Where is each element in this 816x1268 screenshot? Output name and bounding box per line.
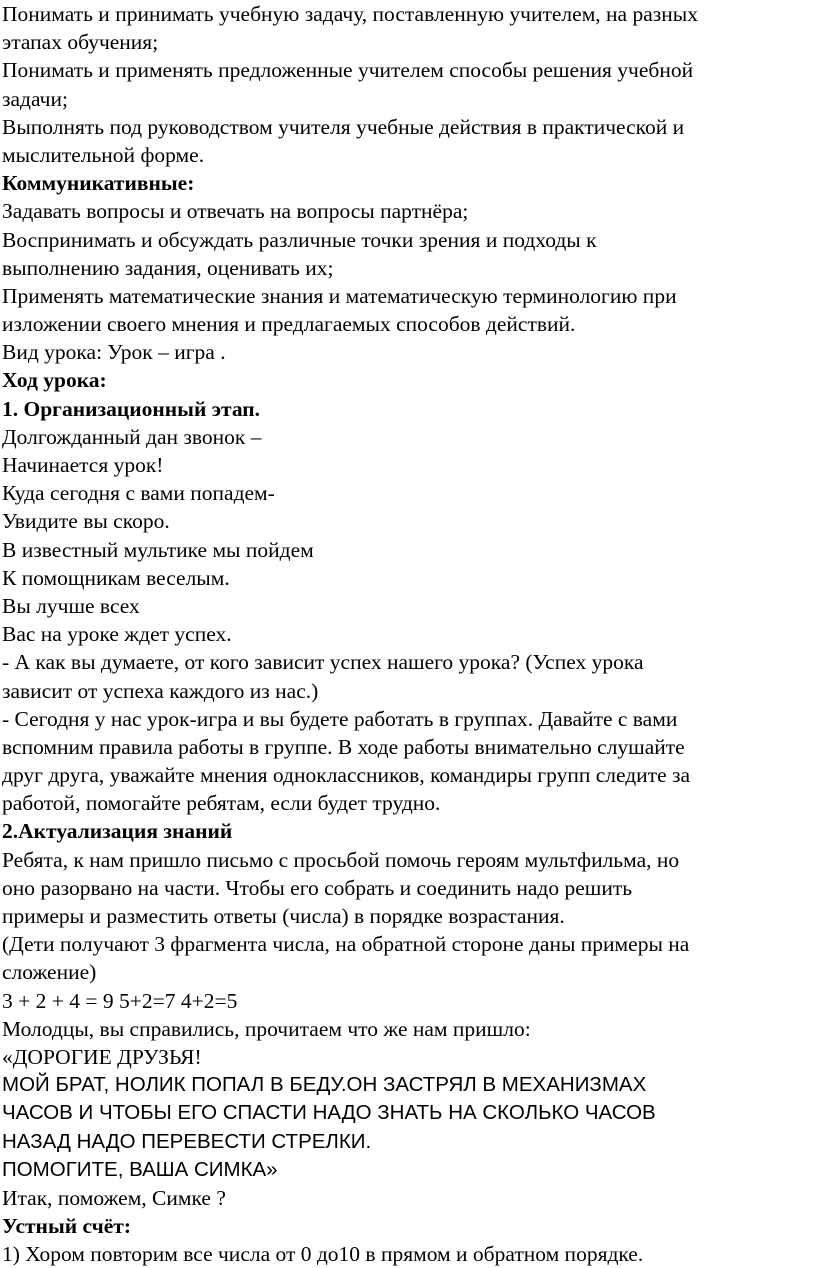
text-line: мыслительной форме. <box>2 142 205 167</box>
poem-line: Куда сегодня с вами попадем- <box>2 481 275 506</box>
text-line: оно разорвано на части. Чтобы его собрать и соединить надо решить <box>2 875 633 900</box>
letter-line: «ДОРОГИЕ ДРУЗЬЯ! <box>2 1044 202 1069</box>
section-heading-communicative: Коммуникативные: <box>2 171 195 196</box>
text-line: примеры и разместить ответы (числа) в порядке возрастания. <box>2 904 565 928</box>
poem-line: В известный мультике мы пойдем <box>2 537 314 562</box>
math-examples-line: 3 + 2 + 4 = 9 5+2=7 4+2=5 <box>2 988 238 1013</box>
text-line: Молодцы, вы справились, прочитаем что же нам пришло: <box>2 1016 531 1041</box>
text-line: (Дети получают 3 фрагмента числа, на обратной стороне даны примеры на <box>2 932 690 957</box>
text-line: задачи; <box>2 86 68 111</box>
text-line: работой, помогайте ребятам, если будет трудно. <box>2 791 441 816</box>
text-line: Воспринимать и обсуждать различные точки зрения и подходы к <box>2 227 597 252</box>
text-line: Понимать и принимать учебную задачу, поставленную учителем, на разных <box>2 2 698 26</box>
text-line: Задавать вопросы и отвечать на вопросы партнёра; <box>2 199 469 224</box>
text-line: Понимать и применять предложенные учителем способы решения учебной <box>2 58 694 83</box>
text-line: Выполнять под руководством учителя учебные действия в практической и <box>2 114 685 139</box>
text-line: этапах обучения; <box>2 30 159 55</box>
text-line: сложение) <box>2 960 97 985</box>
text-line: вспомним правила работы в группе. В ходе работы внимательно слушайте <box>2 734 685 759</box>
letter-line: МОЙ БРАТ, НОЛИК ПОПАЛ В БЕДУ.ОН ЗАСТРЯЛ В МЕХАНИЗМАХ <box>2 1073 647 1097</box>
text-line: - Сегодня у нас урок-игра и вы будете работать в группах. Давайте с вами <box>2 706 678 731</box>
section-heading-actualization: 2.Актуализация знаний <box>2 819 233 844</box>
lesson-type-line: Вид урока: Урок – игра . <box>2 340 226 365</box>
text-line: - А как вы думаете, от кого зависит успех нашего урока? (Успех урока <box>2 650 644 675</box>
poem-line: Вы лучше всех <box>2 593 140 618</box>
text-line: Применять математические знания и математическую терминологию при <box>2 283 677 308</box>
text-line: Итак, поможем, Симке ? <box>2 1185 226 1210</box>
text-line: выполнению задания, оценивать их; <box>2 255 334 280</box>
text-line: 1) Хором повторим все числа от 0 до10 в прямом и обратном порядке. <box>2 1242 644 1267</box>
text-line: зависит от успеха каждого из нас.) <box>2 678 319 703</box>
section-heading-lesson-course: Ход урока: <box>2 368 107 393</box>
section-heading-organizational: 1. Организационный этап. <box>2 396 261 421</box>
document-page <box>2 0 810 1268</box>
poem-line: Долгожданный дан звонок – <box>2 424 262 449</box>
letter-line: ПОМОГИТЕ, ВАША СИМКА» <box>2 1157 278 1181</box>
letter-line: НАЗАД НАДО ПЕРЕВЕСТИ СТРЕЛКИ. <box>2 1129 372 1153</box>
text-line: изложении своего мнения и предлагаемых способов действий. <box>2 312 576 337</box>
text-line: Ребята, к нам пришло письмо с просьбой помочь героям мультфильма, но <box>2 847 680 872</box>
poem-line: Вас на уроке ждет успех. <box>2 622 232 647</box>
letter-line: ЧАСОВ И ЧТОБЫ ЕГО СПАСТИ НАДО ЗНАТЬ НА СКОЛЬКО ЧАСОВ <box>2 1101 656 1125</box>
poem-line: К помощникам веселым. <box>2 565 230 590</box>
poem-line: Увидите вы скоро. <box>2 509 170 534</box>
section-heading-oral-count: Устный счёт: <box>2 1214 131 1239</box>
text-line: друг друга, уважайте мнения одноклассников, командиры групп следите за <box>2 763 691 788</box>
poem-line: Начинается урок! <box>2 453 164 477</box>
